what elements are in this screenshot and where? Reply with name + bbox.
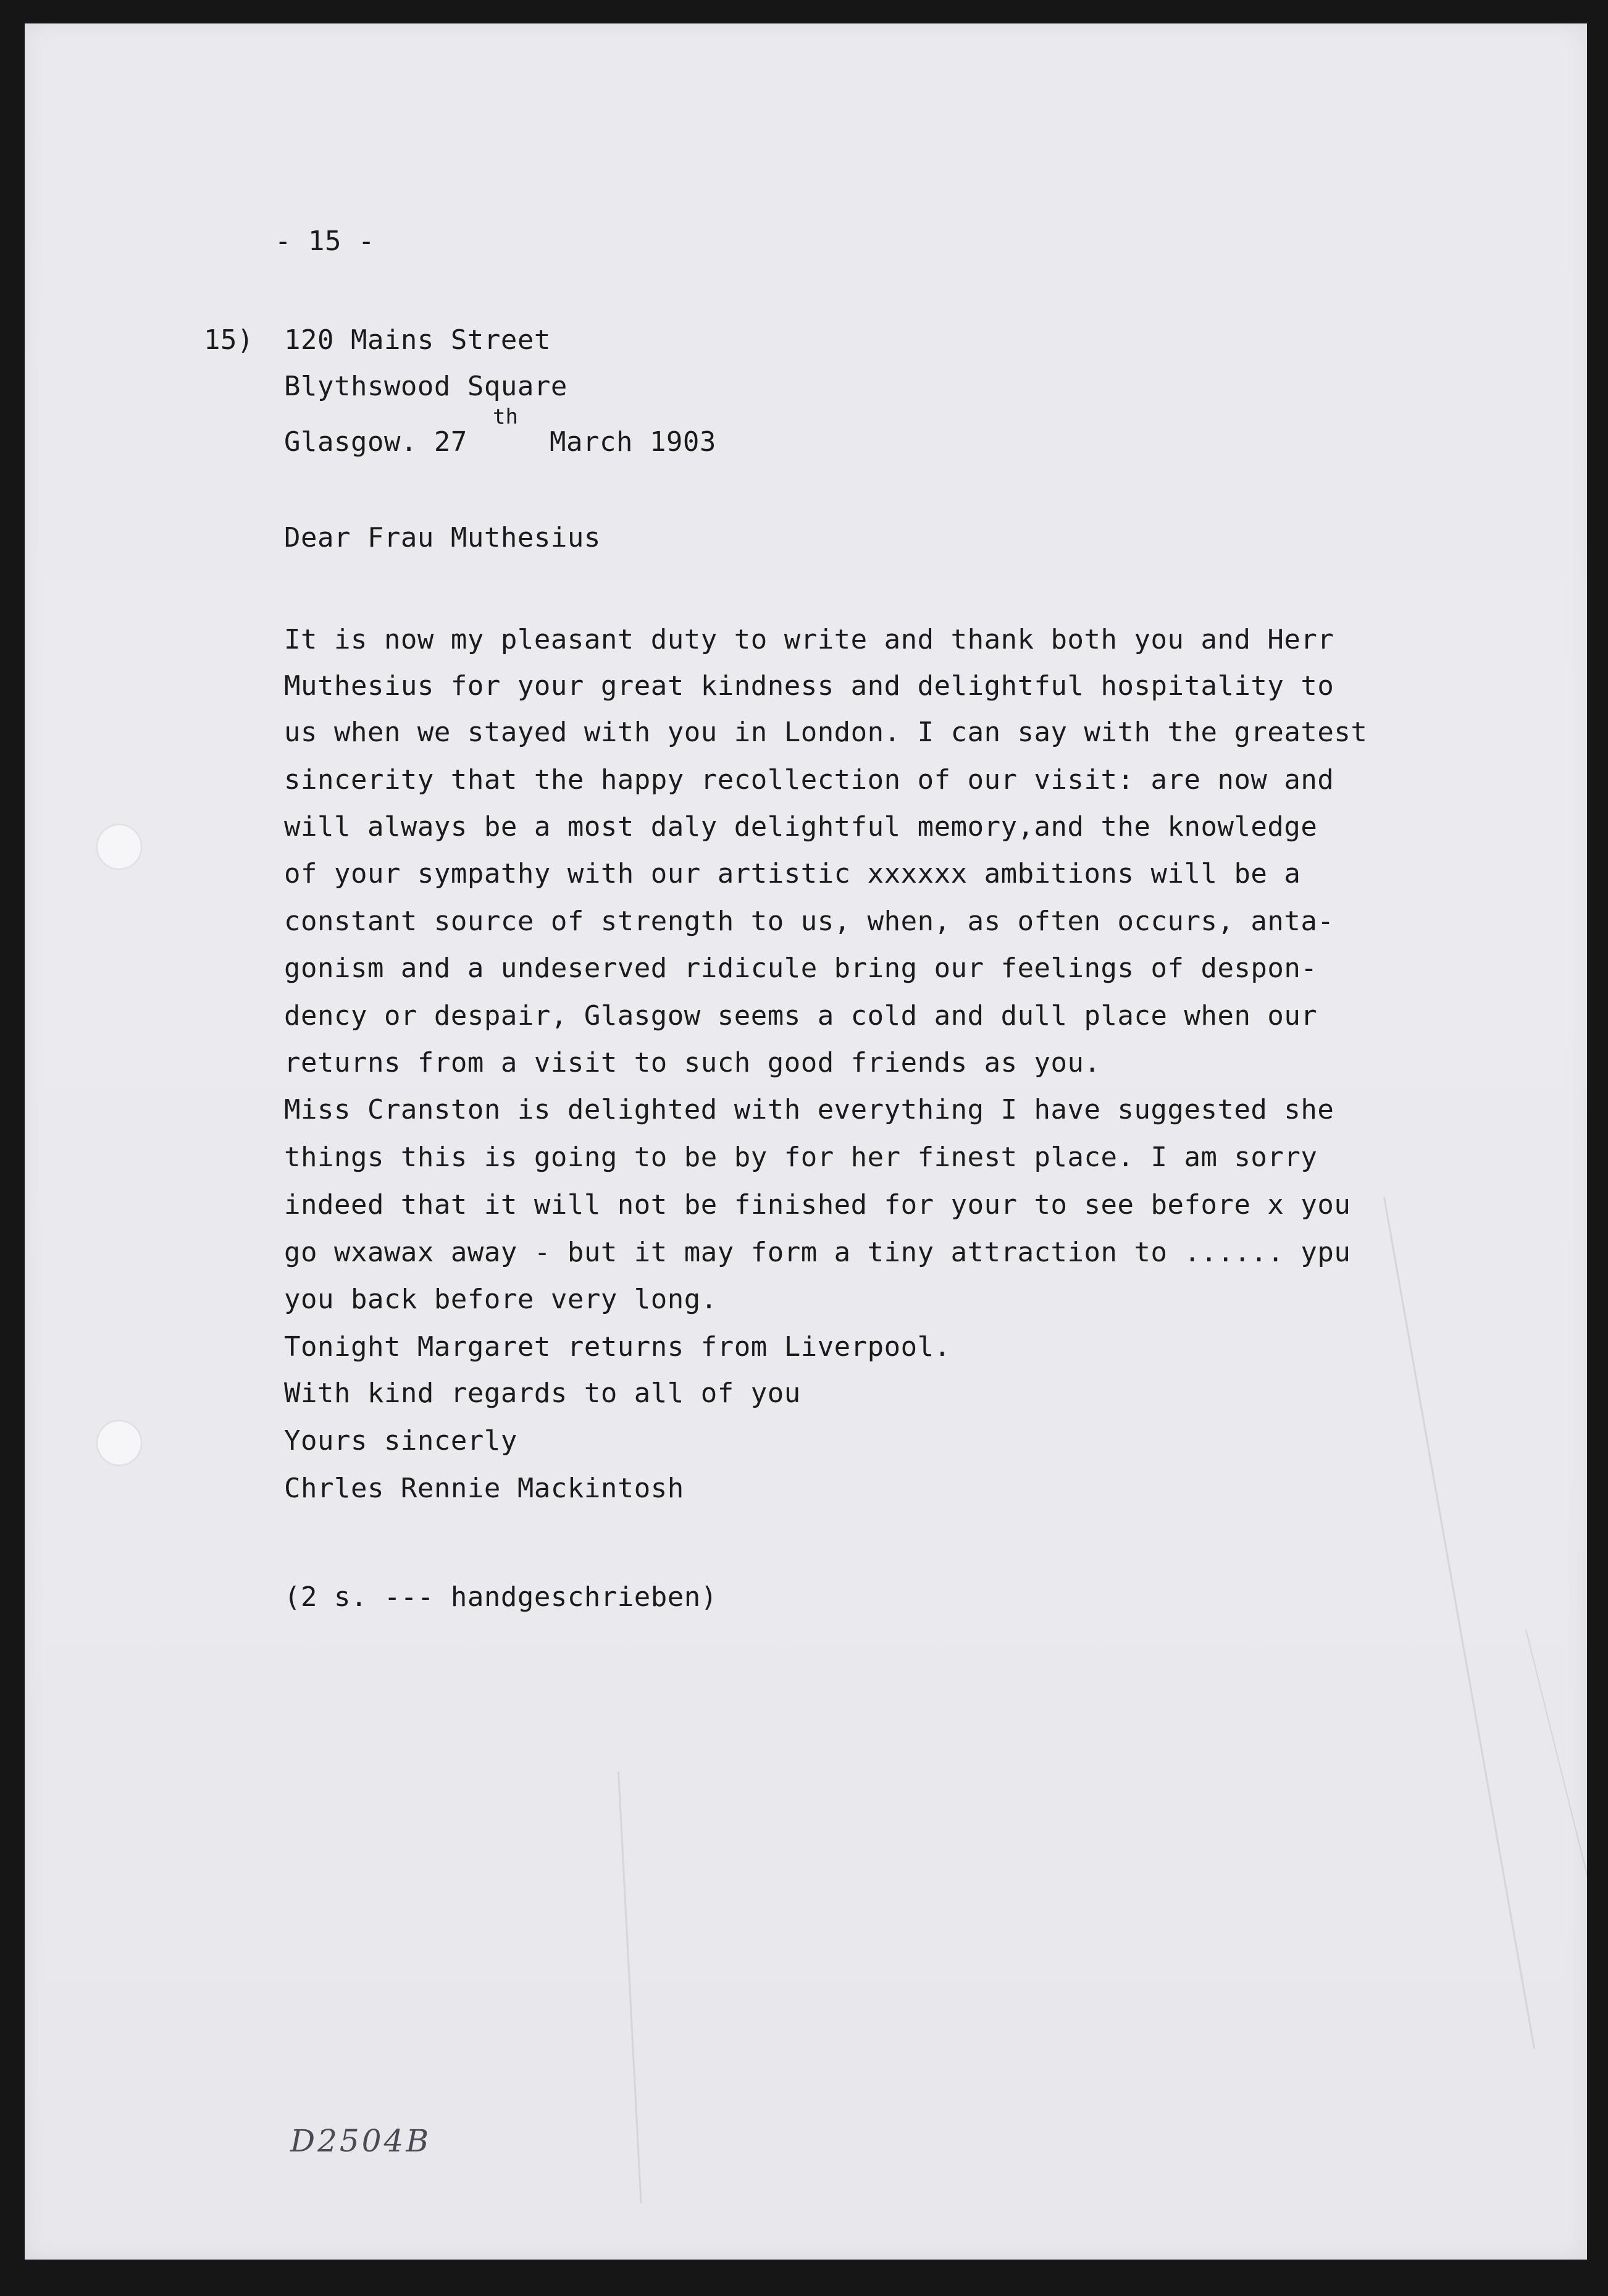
body-line: go wxawax away - but it may form a tiny attraction to ...... ypu xyxy=(284,1237,1351,1268)
body-line: Tonight Margaret returns from Liverpool. xyxy=(284,1331,951,1363)
entry-number: 15) xyxy=(204,324,254,356)
address-line-3-prefix: Glasgow. 27 xyxy=(284,426,467,458)
body-line: returns from a visit to such good friends as you. xyxy=(284,1047,1101,1079)
date-superscript: th xyxy=(493,405,518,429)
salutation: Dear Frau Muthesius xyxy=(284,522,601,553)
body-line: Yours sincerly xyxy=(284,1425,517,1457)
address-line-1: 120 Mains Street xyxy=(284,324,551,356)
body-line: With kind regards to all of you xyxy=(284,1377,801,1409)
punch-hole-bottom xyxy=(98,1421,141,1465)
body-line: will always be a most daly delightful memory,and the knowledge xyxy=(284,811,1318,843)
body-line: Chrles Rennie Mackintosh xyxy=(284,1473,684,1504)
archive-id-handwritten: D2504B xyxy=(290,2123,432,2159)
body-line: gonism and a undeserved ridicule bring our feelings of despon- xyxy=(284,952,1318,984)
body-line: you back before very long. xyxy=(284,1284,718,1315)
body-line: of your sympathy with our artistic xxxxxx ambitions will be a xyxy=(284,858,1301,889)
body-line: dency or despair, Glasgow seems a cold and dull place when our xyxy=(284,1000,1318,1032)
body-line: Muthesius for your great kindness and delightful hospitality to xyxy=(284,670,1334,702)
body-line: indeed that it will not be finished for your to see before x you xyxy=(284,1189,1351,1221)
paper-crease xyxy=(618,1772,642,2203)
punch-hole-top xyxy=(98,825,141,868)
remark-note: (2 s. --- handgeschrieben) xyxy=(284,1581,718,1613)
body-line: things this is going to be by for her finest place. I am sorry xyxy=(284,1142,1318,1173)
page-number: - 15 - xyxy=(275,225,375,257)
paper-crease xyxy=(1525,1629,1587,1930)
address-line-2: Blythswood Square xyxy=(284,371,567,402)
body-line: Miss Cranston is delighted with everything I have suggested she xyxy=(284,1094,1334,1125)
paper-crease xyxy=(1383,1196,1535,2048)
address-line-3-suffix: March 1903 xyxy=(550,426,716,458)
body-line: sincerity that the happy recollection of our visit: are now and xyxy=(284,764,1334,796)
body-line: constant source of strength to us, when, as often occurs, anta- xyxy=(284,906,1334,937)
body-line: us when we stayed with you in London. I can say with the greatest xyxy=(284,717,1368,748)
body-line: It is now my pleasant duty to write and thank both you and Herr xyxy=(284,624,1334,655)
